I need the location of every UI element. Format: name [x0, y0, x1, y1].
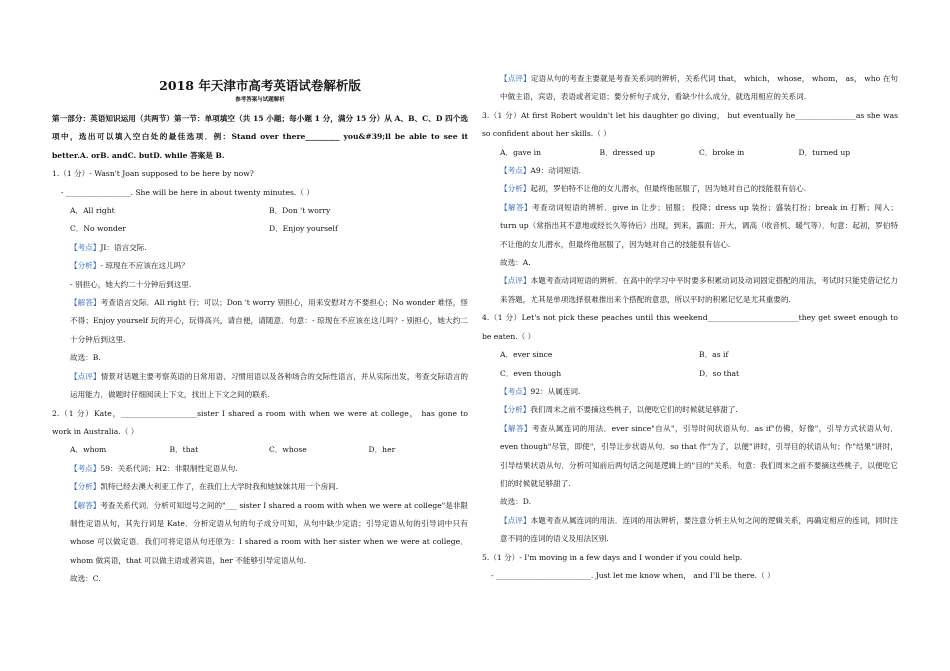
- question-dialog-line: - _________________. She will be here in about twenty minutes.（ ）: [61, 187, 314, 197]
- comment-tag: 【点评】: [500, 276, 531, 286]
- knowledge-tag: 【考点】: [500, 166, 531, 176]
- analysis-text: 我们周末之前不要摘这些桃子，以便吃它们的时候就足够甜了.: [530, 405, 738, 415]
- knowledge-point: [482, 162, 898, 180]
- option-c: C．broke in: [699, 147, 745, 157]
- solution-text: 考查从属连词的用法．ever since"自从"，引导时间状语从句．as if"仿佛，好像"，引导方式状语从句．even though"尽管，即使"，引导让步状语从句．so that 作"为了，以便"讲时，引导目的状语从句；作"结果"讲时，引导结果状语从句．分析可知前后两句话之间是逻辑上的"目的"关系．句意：我们周末之前不要摘这些桃子，以便吃它们的时候就足够甜了.: [500, 423, 898, 488]
- solution-text: 考查动词短语的辨析．give in 让步；屈服； 投降；dress up 装扮；盛装打扮；break in 打断；闯入； turn up（常指出其不意地或经长久等待后）出现，到来，露面；开大，调高（收音机、暖气等）．句意：起初，罗伯特不让他的女儿潜水，但最终他屈服了，因为她对自己的技能很有信心.: [500, 202, 899, 249]
- option-a: A．whom: [70, 445, 107, 455]
- comment-text: 定语从句的考查主要就是考查关系词的辨析，关系代词 that， which， whose， whom， as， who 在句中做主语，宾语，表语或者定语；要分析句子成分，看缺少什么成分，就选用相应的关系词.: [500, 74, 899, 102]
- knowledge-text: 92：从属连词.: [530, 386, 581, 396]
- solution-tag: 【解答】: [500, 202, 533, 212]
- option-d: D．so that: [699, 368, 740, 378]
- comment-text: 情景对话题主要考察英语的日常用语、习惯用语以及各种场合的交际性语言，并从实际出发，考查交际语言的运用能力．做题时仔细阅读上下文，找出上下文之间的联系.: [70, 371, 468, 400]
- solution-text: 考查关系代词．分析可知逗号之间的"___ sister I shared a room with when we were at college"是非限制性定语从句，其先行词是 Kate．分析定语从句的句子成分可知，从句中缺少定语；引导定语从句的引导词中只有 whose 可以做定语．我们可将定语从句还原为：I shared a room with her sister when we were at college．whom 做宾语，that 可以做主语或者宾语，her 不能够引导定语从句.: [70, 500, 469, 565]
- analysis-tag: 【分析】: [500, 184, 531, 194]
- knowledge-text: JI：语言交际.: [100, 242, 147, 252]
- solution: [52, 497, 468, 571]
- answer: 故选：C.: [70, 574, 101, 584]
- question-stem: 2.（1 分）Kate，____________________sister I shared a room with when we were at college， has gone to work in Australia.（ ）: [52, 408, 468, 436]
- analysis-text: 起初，罗伯特不让他的女儿潜水，但最终他屈服了，因为她对自己的技能很有信心.: [530, 184, 807, 194]
- comment-tag: 【点评】: [500, 515, 531, 525]
- answer: 故选：B.: [70, 353, 101, 363]
- solution-text: 考查语言交际．All right 行；可以；Don 't worry 别担心，用来安慰对方不要担心；No wonder 难怪，怪不得；Enjoy yourself 玩的开心，玩得高兴，请自便，请随意．句意：- 琼现在不应该在这儿吗？- 别担心，她大约二十分钟后到这里.: [70, 298, 469, 344]
- analysis-tag: 【分析】: [70, 261, 101, 271]
- question-stem: 3.（1 分）At first Robert wouldn't let his daughter go diving， but eventually he________________as she was so confident about her skills.（ ）: [482, 110, 898, 139]
- answer: 故选：A.: [500, 258, 531, 268]
- question-stem: 4.（1 分）Let's not pick these peaches until this weekend________________________they get sweet enough to be eaten.（ ）: [482, 313, 898, 341]
- analysis-tag: 【分析】: [70, 482, 101, 492]
- solution-tag: 【解答】: [500, 423, 532, 433]
- question-dialog-line: - _________________________. Just let me know when， and I'll be there.（ ）: [491, 570, 775, 580]
- comment: [482, 70, 898, 107]
- page-title: 2018 年天津市高考英语试卷解析版: [159, 78, 361, 93]
- question-2: [52, 405, 468, 589]
- right-column: [482, 70, 898, 585]
- question-stem: 1.（1 分）- Wasn't Joan supposed to be here by now?: [52, 169, 254, 179]
- question-4: [482, 309, 898, 548]
- analysis: [52, 478, 468, 496]
- page-subtitle: 参考答案与试题解析: [235, 97, 285, 103]
- comment: [52, 368, 468, 405]
- comment: [482, 272, 898, 309]
- comment-tag: 【点评】: [70, 371, 101, 381]
- options-row: [52, 220, 468, 238]
- option-b: B．that: [169, 445, 199, 455]
- option-a: A．ever since: [500, 350, 553, 360]
- option-b: B．dressed up: [599, 147, 655, 157]
- solution: [52, 294, 468, 349]
- option-d: D．turned up: [798, 147, 851, 157]
- option-a: A．gave in: [500, 147, 541, 157]
- answer: 故选：D.: [500, 497, 532, 507]
- option-c: C．No wonder: [70, 224, 126, 234]
- question-1: [52, 165, 468, 404]
- analysis: [482, 401, 898, 419]
- solution-tag: 【解答】: [70, 500, 101, 510]
- comment-tag: 【点评】: [500, 74, 531, 83]
- comment-text: 本题考查动词短语的辨析．在高中的学习中平时要多积累动词及动词固定搭配的用法，考试时只能凭借记忆力来答题，尤其是单项选择很难推出来个搭配的意思，所以平时的积累记忆是尤其重要的.: [500, 276, 898, 304]
- analysis-text: - 琼现在不应该在这儿吗？: [100, 261, 189, 271]
- option-c: C．even though: [500, 368, 562, 378]
- solution-tag: 【解答】: [70, 298, 101, 308]
- comment: [482, 512, 898, 549]
- knowledge-point: [52, 239, 468, 257]
- options-row: [52, 441, 468, 459]
- option-c: C．whose: [269, 445, 307, 455]
- knowledge-tag: 【考点】: [70, 242, 101, 252]
- section-intro: 第一部分：英语知识运用（共两节）第一节：单项填空（共 15 小题；每小题 1 分，满分 15 分）从 A、B、C、D 四个选项中，选出可以填入空白处的最佳选项．例：Stand over there_________ you&#39;ll be able to see it better.A. orB. andC. butD. while 答案是 B.: [52, 114, 468, 160]
- option-a: A．All right: [70, 206, 115, 216]
- option-b: B．as if: [699, 350, 729, 360]
- options-row: [482, 365, 898, 383]
- knowledge-text: 59：关系代词；H2：非限制性定语从句.: [100, 463, 238, 473]
- options-row: [482, 144, 898, 162]
- knowledge-text: A9：动词短语.: [530, 166, 582, 176]
- options-row: [52, 202, 468, 220]
- knowledge-tag: 【考点】: [70, 463, 101, 473]
- question-stem: 5.（1 分）- I'm moving in a few days and I wonder if you could help.: [482, 552, 743, 562]
- knowledge-tag: 【考点】: [500, 386, 531, 396]
- analysis: [482, 180, 898, 198]
- options-row: [482, 346, 898, 364]
- left-column: [52, 0, 468, 589]
- option-d: D．her: [368, 445, 396, 455]
- analysis-line-2: - 别担心，她大约二十分钟后到这里.: [70, 279, 192, 289]
- option-b: B．Don 't worry: [269, 206, 331, 216]
- analysis-tag: 【分析】: [500, 405, 531, 415]
- analysis: [52, 257, 468, 275]
- solution: [482, 420, 898, 494]
- solution: [482, 199, 898, 254]
- question-3: [482, 107, 898, 309]
- question-5: [482, 549, 898, 586]
- option-d: D．Enjoy yourself: [269, 224, 338, 234]
- analysis-text: 凯特已经去澳大利亚工作了，在我们上大学时我和她妹妹共用一个房间.: [100, 482, 339, 492]
- knowledge-point: [482, 383, 898, 401]
- knowledge-point: [52, 460, 468, 478]
- comment-text: 本题考查从属连词的用法．连词的用法辨析，要注意分析主从句之间的逻辑关系，再确定相应的连词，同时注意不同的连词的语义及用法区别.: [500, 515, 898, 544]
